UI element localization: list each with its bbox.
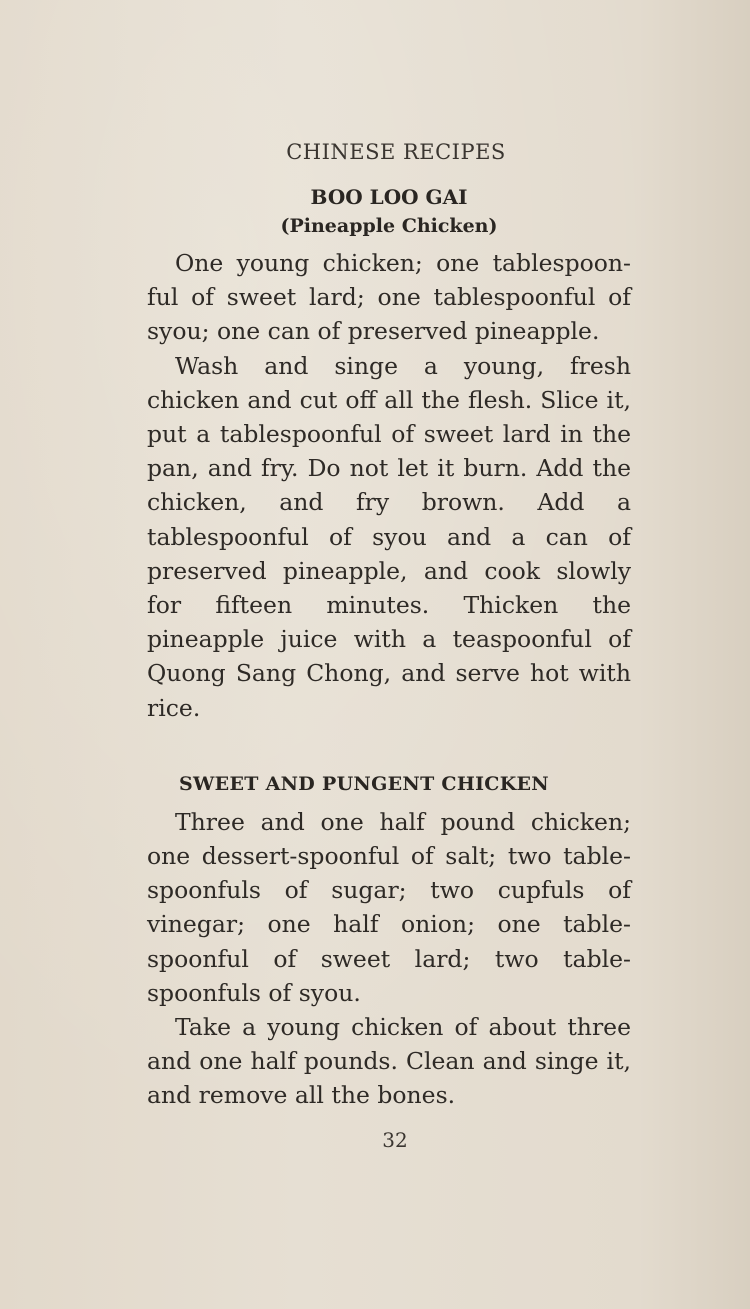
recipe-title-boo-loo-gai: BOO LOO GAI	[310, 185, 468, 209]
recipe2-method: Take a young chicken of about three and one half pounds. Clean and singe it, and remove all the bones.	[147, 1013, 631, 1110]
text-block	[147, 140, 631, 1113]
recipe2-ingredients: Three and one half pound chicken; one dessert-spoonful of salt; two tablespoonfuls of sugar; two cupfuls of vinegar; one half onion; one tablespoonful of sweet lard; two tablespoonfuls of syou.	[147, 807, 631, 1007]
page-number: 32	[382, 1128, 408, 1152]
recipe-title-sweet-and-pungent-chicken: SWEET AND PUNGENT CHICKEN	[179, 772, 549, 795]
running-head: CHINESE RECIPES	[286, 140, 506, 164]
recipe1-method: Wash and singe a young, fresh chicken and cut off all the flesh. Slice it, put a tablespoonful of sweet lard in the pan, and fry. Do not let it burn. Add the chicken, and fry brown. Add a tablespoonful of syou and a can of preserved pineapple, and cook slowly for fifteen minutes. Thicken the pineapple juice with a teaspoonful of Quong Sang Chong, and serve hot with rice.	[147, 351, 631, 722]
recipe-subtitle-pineapple-chicken: (Pineapple Chicken)	[280, 215, 498, 237]
recipe1-ingredients: One young chicken; one tablespoonful of sweet lard; one tablespoonful of syou; one can of preserved pineapple.	[147, 249, 631, 346]
